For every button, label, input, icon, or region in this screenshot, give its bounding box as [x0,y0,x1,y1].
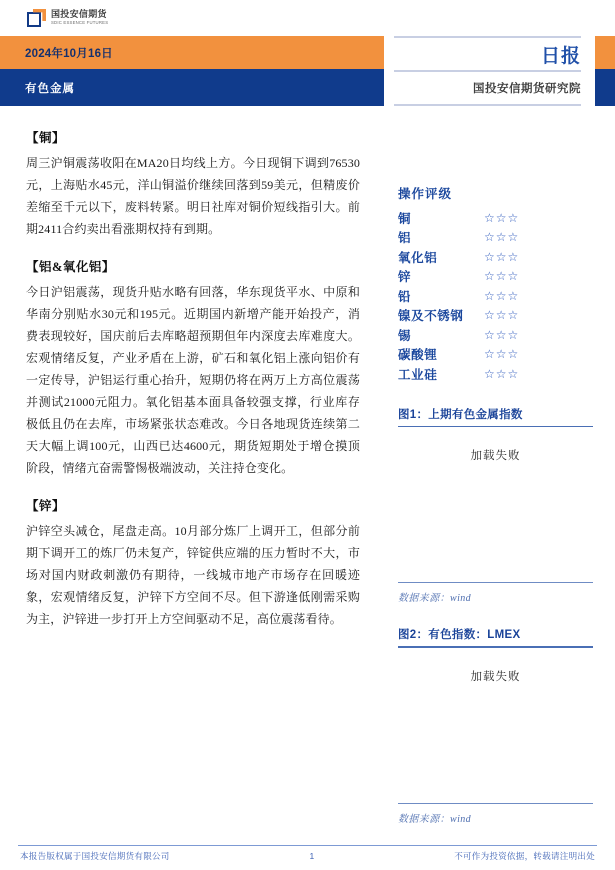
rating-row-tin [398,325,593,345]
figure-chart-area [398,648,593,803]
rating-metal-name: 氧化铝 [398,250,438,265]
rating-row-copper [398,208,593,228]
rating-stars: ☆☆☆ [484,308,520,323]
rating-stars: ☆☆☆ [484,230,520,245]
rating-row-alumina [398,247,593,267]
rating-row-lithium-carbonate [398,345,593,365]
article-column [0,128,372,847]
rating-stars: ☆☆☆ [484,366,520,381]
edge-stripe-blue [595,69,615,106]
figure-1 [384,406,593,605]
rating-metal-name: 工业硅 [398,367,438,382]
rating-metal-name: 锡 [398,328,412,343]
sidebar-column [372,128,615,847]
report-date: 2024年10月16日 [25,47,113,60]
section-title: 【铜】 [26,131,66,145]
logo-name-cn: 国投安信期货 [51,9,107,19]
figure-source: 数据来源：wind [398,593,472,605]
edge-stripe-orange [595,36,615,69]
figure-title: 图2：有色指数：LMEX [398,629,521,642]
footer-disclaimer: 不可作为投资依据，转载请注明出处 [454,851,595,861]
figure-load-failed-message: 加载失败 [470,671,521,684]
company-logo [27,9,107,28]
header-type-row [394,38,581,70]
rating-stars: ☆☆☆ [484,269,520,284]
rating-row-industrial-silicon [398,364,593,384]
footer-copyright: 本报告版权属于国投安信期货有限公司 [20,851,170,861]
rating-stars: ☆☆☆ [484,347,520,362]
logo-mark-icon [27,9,46,28]
rating-metal-name: 锌 [398,270,412,285]
rating-row-nickel-stainless [398,306,593,326]
institute-name: 国投安信期货研究院 [473,83,581,95]
figure-source: 数据来源：wind [398,814,472,826]
section-zinc [26,496,360,630]
rating-metal-name: 铅 [398,289,412,304]
section-title: 【铝&氧化铝】 [26,260,115,274]
section-title: 【锌】 [26,499,66,513]
operation-rating-table [384,184,593,384]
report-header [0,36,615,106]
rating-stars: ☆☆☆ [484,249,520,264]
report-type: 日报 [540,45,581,67]
section-body: 沪锌空头减仓，尾盘走高。10月部分炼厂上调开工，但部分前期下调开工的炼厂仍未复产，锌锭供应端的压力暂时不大，市场对国内财政刺激仍有期待，一线城市地产市场存在回暖迹象，宏观情绪反复，沪锌下方空间不尽。但下游逢低刚需采购为主，沪锌进一步打开上方空间驱动不足，高位震荡看待。 [26,524,360,626]
rating-stars: ☆☆☆ [484,210,520,225]
page-footer [0,845,615,870]
figure-2 [384,626,593,825]
rating-row-aluminum [398,228,593,248]
rating-table-heading: 操作评级 [398,187,453,201]
figure-title: 图1：上期有色金属指数 [398,408,523,421]
report-body [0,106,615,847]
section-body: 今日沪铝震荡，现货升贴水略有回落，华东现货平水、中原和华南分别贴水30元和195元。近期国内新增产能开始投产，消费表现较好，国庆前后去库略超预期但年内深度去库难度大。宏观情绪反复，产业矛盾在上游，矿石和氧化铝上涨向铝价有一定传导，沪铝运行重心抬升，短期仍将在两万上方高位震荡并测试21000元阻力。氧化铝基本面具备较强支撑，行业库存极低且仍在去库，市场紧张状态难改。今日各地现货连续第二天大幅上调100元，山西已达4600元，期货短期处于增仓摸顶阶段，情绪亢奋需警惕极端波动，关注持仓变化。 [26,285,360,475]
rating-metal-name: 碳酸锂 [398,348,438,363]
logo-text [51,9,107,25]
rating-metal-name: 铜 [398,211,412,226]
report-topic: 有色金属 [25,82,75,95]
topic-band [0,69,384,106]
rating-row-zinc [398,267,593,287]
header-institute-row [394,72,581,104]
rating-stars: ☆☆☆ [484,327,520,342]
footer-row [18,846,597,870]
masthead [0,0,615,36]
section-copper [26,128,360,240]
section-aluminum-alumina [26,257,360,479]
rating-metal-name: 镍及不锈钢 [398,309,464,324]
section-body: 周三沪铜震荡收阳在MA20日均线上方。今日现铜下调到76530元，上海贴水45元，洋山铜溢价继续回落到59美元，但精废价差缩至千元以下，废料转紧。明日社库对铜价短线指引大。前期2411合约卖出看涨期权持有到期。 [26,156,360,236]
header-edge-stripe [595,36,615,106]
header-left-bands [0,36,384,106]
figure-chart-area [398,427,593,582]
rating-metal-name: 铝 [398,231,412,246]
rating-stars: ☆☆☆ [484,288,520,303]
logo-name-en: SDIC ESSENCE FUTURES [51,20,109,25]
figure-load-failed-message: 加载失败 [470,450,521,463]
header-title-block [384,36,595,106]
footer-page-number: 1 [309,851,315,861]
date-band [0,36,384,69]
logo-square-blue [27,12,41,27]
rating-row-lead [398,286,593,306]
